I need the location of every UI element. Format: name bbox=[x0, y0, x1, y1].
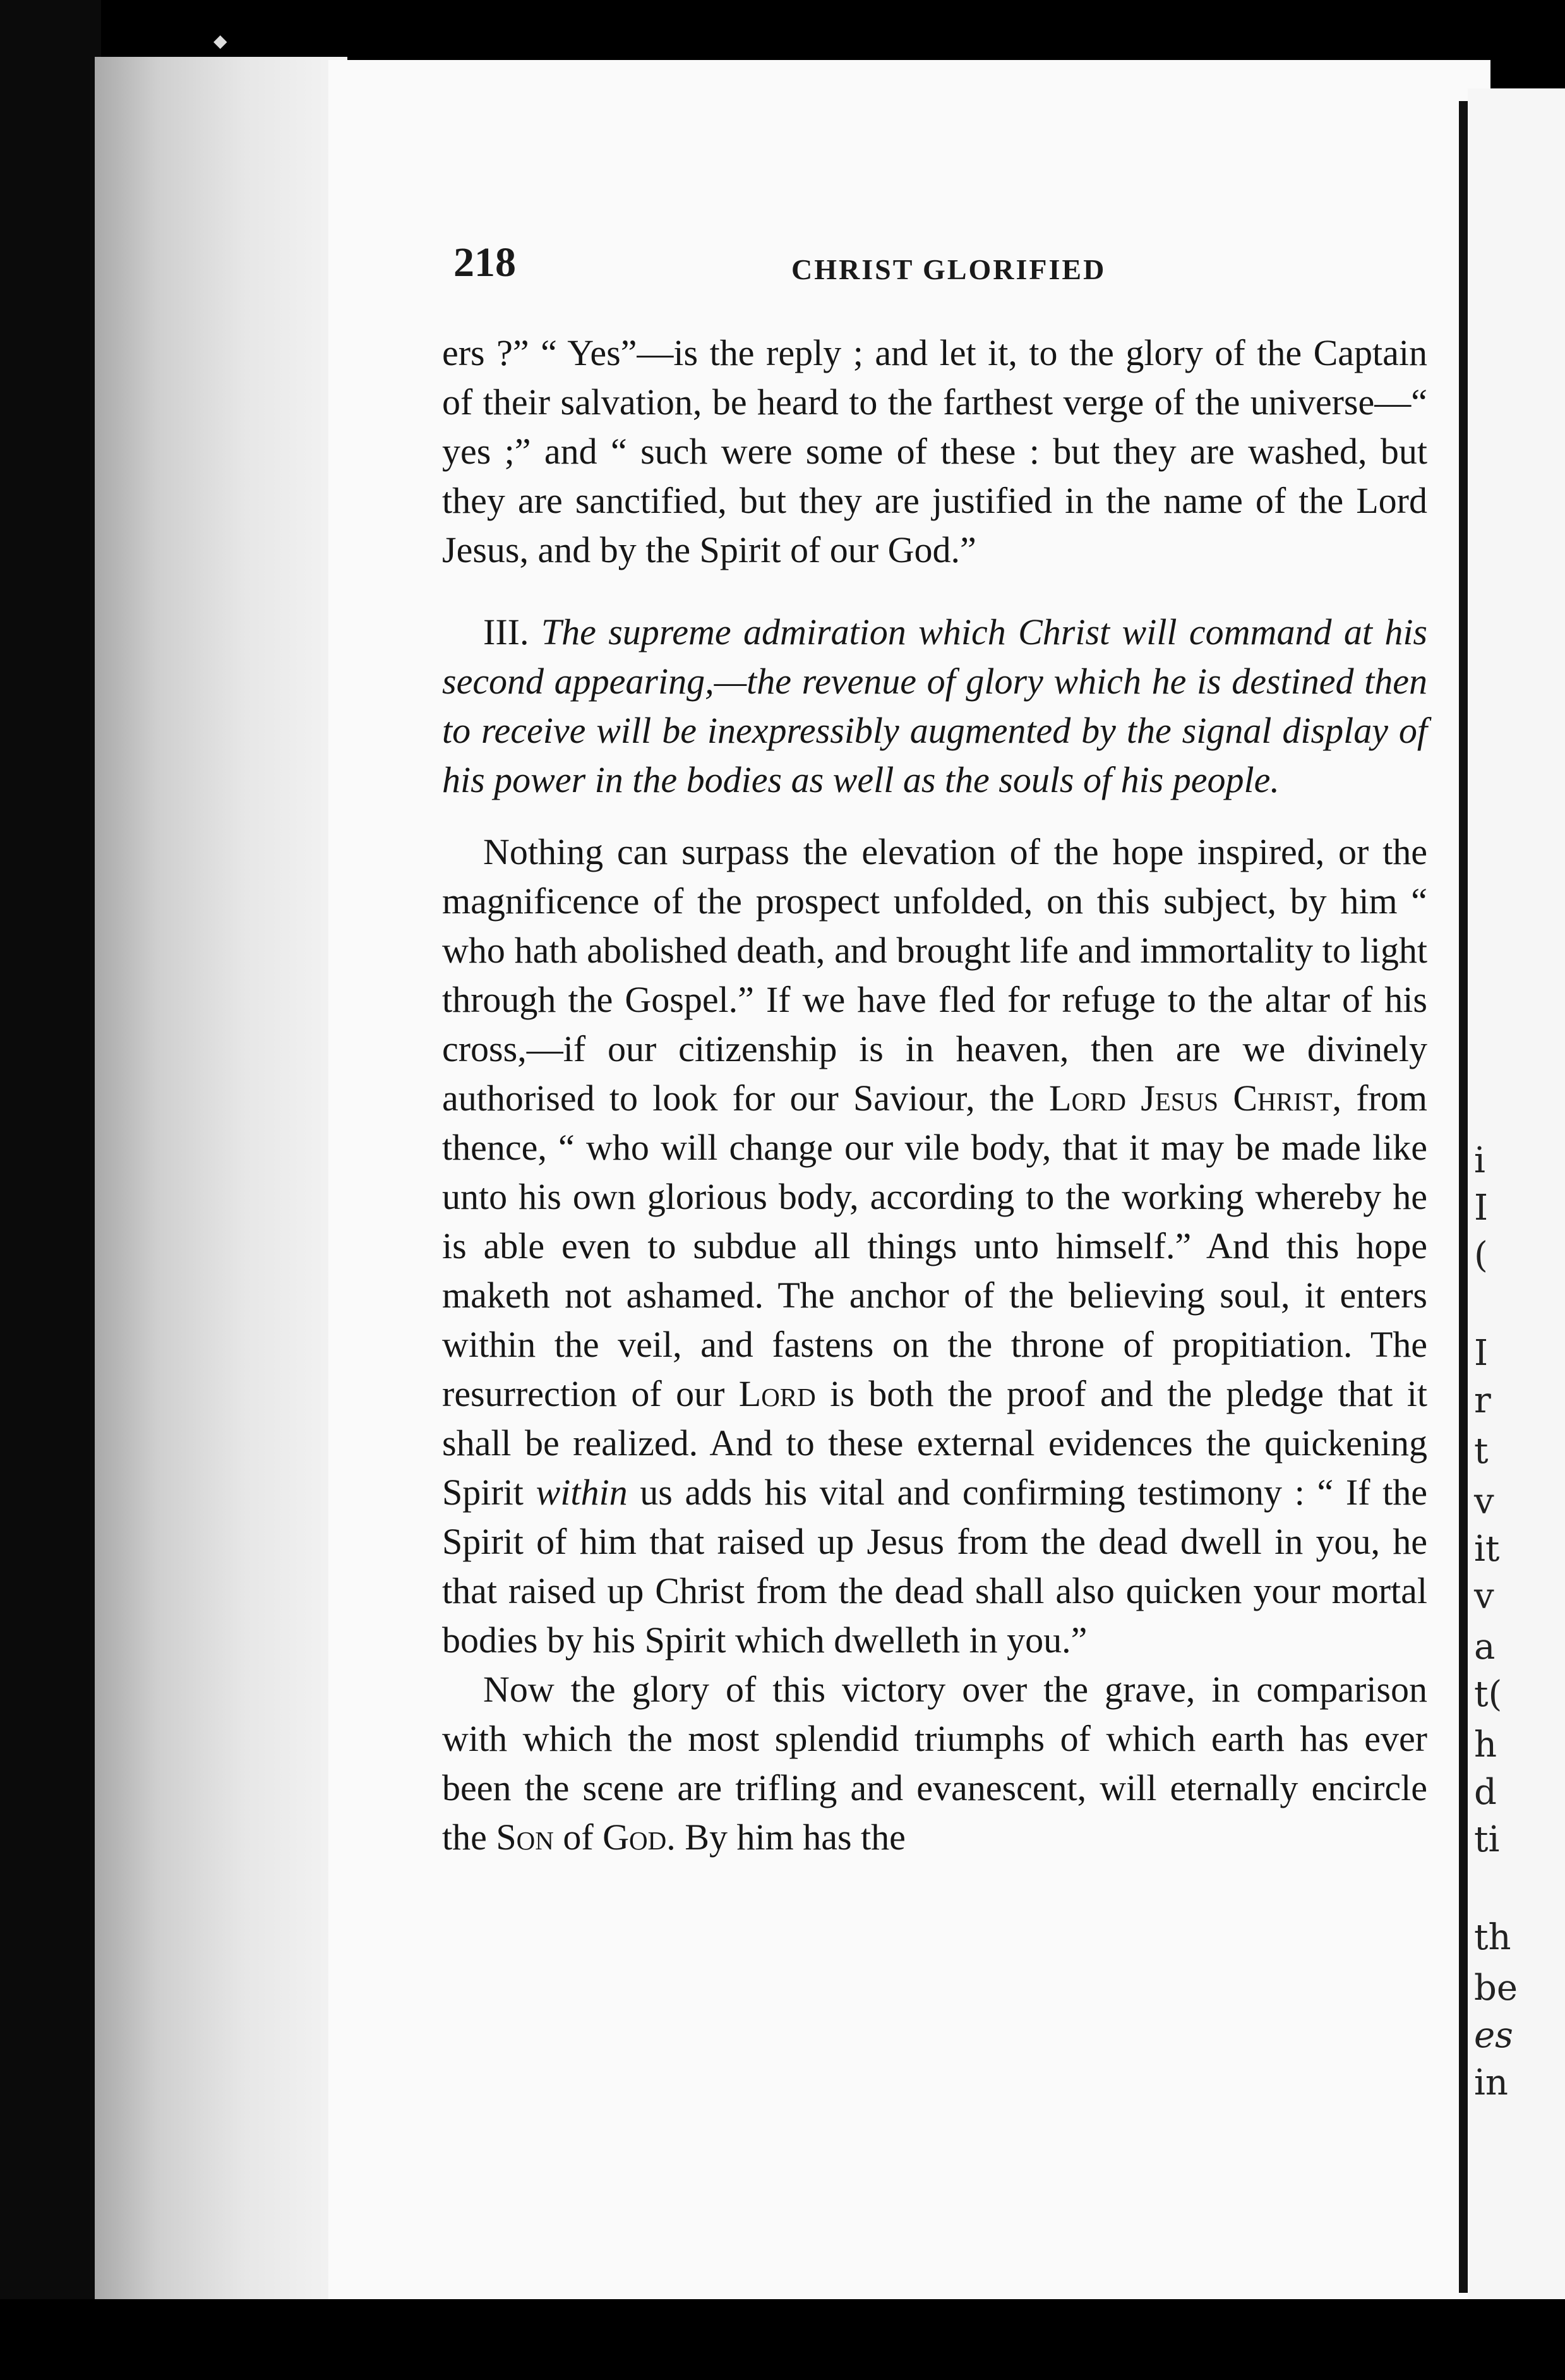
section-heading-paragraph bbox=[442, 608, 1427, 805]
paragraph bbox=[442, 1665, 1427, 1862]
adjacent-text-fragment: I bbox=[1474, 1187, 1489, 1229]
text-run: is both the proof and the pledge that it shall be realized. And to these external evidences the quickening Spirit bbox=[442, 1373, 1427, 1513]
adjacent-text-fragment: i bbox=[1474, 1140, 1485, 1181]
page-edge bbox=[95, 57, 347, 2305]
adjacent-text-fragment: it bbox=[1474, 1529, 1500, 1570]
small-caps-run: Lord bbox=[738, 1373, 816, 1414]
body-text bbox=[442, 328, 1427, 1862]
paragraph bbox=[442, 827, 1427, 1665]
adjacent-text-fragment: t bbox=[1474, 1431, 1489, 1472]
page-header bbox=[453, 239, 1439, 296]
adjacent-text-fragment: in bbox=[1474, 2062, 1508, 2103]
adjacent-text-fragment: th bbox=[1474, 1917, 1511, 1958]
italic-run: within bbox=[536, 1472, 628, 1513]
adjacent-text-fragment: ti bbox=[1474, 1819, 1500, 1860]
left-shadow bbox=[0, 0, 101, 2380]
adjacent-text-fragment: es bbox=[1474, 2015, 1513, 2056]
text-run: of bbox=[553, 1817, 603, 1858]
adjacent-text-fragment: be bbox=[1474, 1968, 1518, 2009]
adjacent-text-fragment: v bbox=[1474, 1481, 1494, 1522]
page-gutter-rule bbox=[1459, 101, 1468, 2293]
text-run: Nothing can surpass the elevation of the hope inspired, or the magnificence of the prospect unfolded, on this subject, by him “ who hath abolished death, and brought life and immortality to light through the Gospel.” If we have fled for refuge to the altar of his cross,—if our citizenship is in heaven, then are we divinely authorised to look for our Saviour, the bbox=[442, 831, 1427, 1119]
adjacent-text-fragment: d bbox=[1474, 1772, 1497, 1813]
text-run: ers ?” “ Yes”—is the reply ; and let it, to the glory of the Captain of their salvation, be heard to the farthest verge of the universe—“ yes ;” and “ such were some of these : but they are washed, but they are sanctified, but they are justified in the name of the Lord Jesus, and by the Spirit of our God.” bbox=[442, 332, 1427, 570]
text-run: Now the glory of this victory over the grave, in comparison with which the most splendid triumphs of which earth has ever been the scene are trifling and evanescent, will eternally encircle the bbox=[442, 1669, 1427, 1858]
adjacent-text-fragment: I bbox=[1474, 1333, 1489, 1374]
corner-mark: ◆ bbox=[213, 30, 227, 51]
small-caps-run: Lord Jesus Christ bbox=[1049, 1078, 1333, 1119]
adjacent-text-fragment: v bbox=[1474, 1576, 1494, 1617]
small-caps-run: Son bbox=[496, 1817, 554, 1858]
paragraph bbox=[442, 328, 1427, 575]
adjacent-text-fragment: a bbox=[1474, 1626, 1496, 1668]
section-numeral: III. bbox=[483, 611, 529, 652]
adjacent-text-fragment: h bbox=[1474, 1724, 1497, 1765]
section-thesis: The supreme admiration which Christ will command at his second appearing,—the revenue of glory which he is destined then to receive will be inexpressibly augmented by the signal display of his power in the bodies as well as the souls of his people. bbox=[442, 611, 1428, 800]
bottom-margin bbox=[0, 2299, 1565, 2380]
text-run: , from thence, “ who will change our vile body, that it may be made like unto his own glorious body, according to the working whereby he is able even to subdue all things unto himself.” And this hope maketh not ashamed. The anchor of the believing soul, it enters within the veil, and fastens on the throne of propitiation. The resurrection of our bbox=[442, 1078, 1427, 1414]
adjacent-text-fragment: ( bbox=[1474, 1235, 1488, 1276]
small-caps-run: God bbox=[603, 1817, 667, 1858]
text-run: . By him has the bbox=[666, 1817, 906, 1858]
adjacent-text-fragment: r bbox=[1474, 1380, 1491, 1421]
adjacent-page-fragment bbox=[1468, 88, 1565, 2312]
page-number: 218 bbox=[453, 239, 516, 285]
text-run: us adds his vital and confirming testimony : “ If the Spirit of him that raised up Jesus from the dead dwell in you, he that raised up Christ from the dead shall also quicken your mortal bodies by his Spirit which dwelleth in you.” bbox=[442, 1472, 1428, 1661]
running-title: CHRIST GLORIFIED bbox=[791, 253, 1106, 285]
adjacent-text-fragment: t( bbox=[1474, 1674, 1502, 1715]
